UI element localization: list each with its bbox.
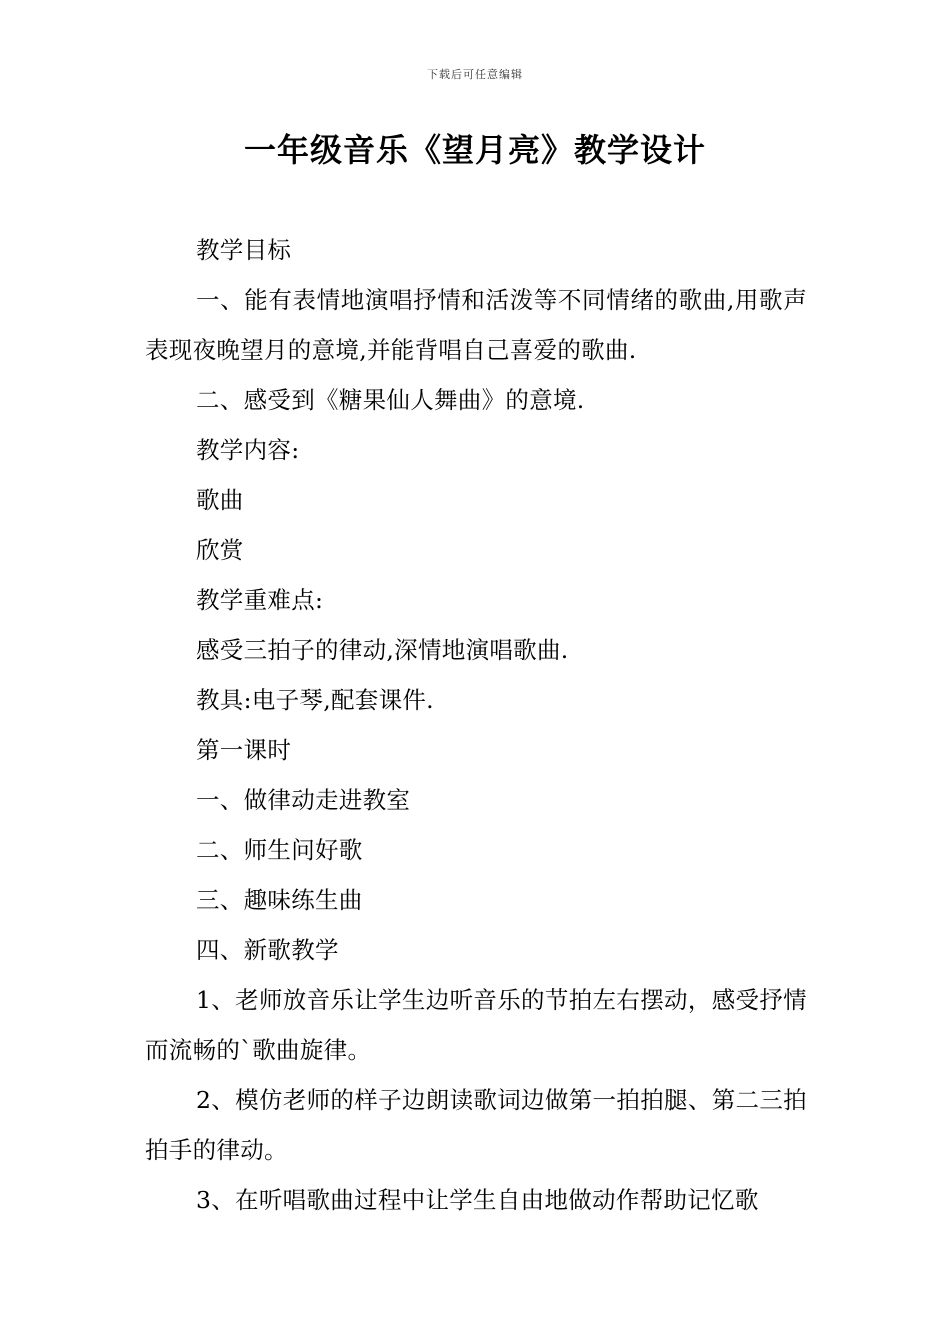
paragraph-objective-2: 二、感受到《糖果仙人舞曲》的意境. (196, 386, 585, 414)
paragraph-substep-1: 1、老师放音乐让学生边听音乐的节拍左右摆动，感受抒情而流畅的`歌曲旋律。 (145, 986, 807, 1064)
paragraph-step-2: 二、师生问好歌 (196, 836, 363, 864)
paragraph-step-1: 一、做律动走进教室 (196, 786, 411, 814)
paragraph-content-song: 歌曲 (196, 486, 244, 514)
paragraph-substep-2: 2、模仿老师的样子边朗读歌词边做第一拍拍腿、第二三拍拍手的律动。 (145, 1086, 807, 1164)
paragraph-objectives-heading: 教学目标 (196, 236, 292, 264)
paragraph-step-3: 三、趣味练生曲 (196, 886, 363, 914)
document-title: 一年级音乐《望月亮》教学设计 (243, 131, 706, 169)
paragraph-lesson-one-heading: 第一课时 (196, 736, 292, 764)
paragraph-teaching-aids: 教具:电子琴,配套课件. (196, 686, 434, 714)
paragraph-objective-1: 一、能有表情地演唱抒情和活泼等不同情绪的歌曲,用歌声表现夜晚望月的意境,并能背唱自己喜爱的歌曲. (145, 286, 807, 364)
paragraph-content-appreciation: 欣赏 (196, 536, 244, 564)
paragraph-substep-3: 3、在听唱歌曲过程中让学生自由地做动作帮助记忆歌 (196, 1186, 759, 1214)
paragraph-key-points: 感受三拍子的律动,深情地演唱歌曲. (196, 636, 569, 664)
paragraph-content-heading: 教学内容: (196, 436, 300, 464)
document-body (145, 225, 807, 1225)
paragraph-key-points-heading: 教学重难点: (196, 586, 324, 614)
paragraph-step-4: 四、新歌教学 (196, 936, 339, 964)
header-note: 下载后可任意编辑 (427, 68, 523, 81)
